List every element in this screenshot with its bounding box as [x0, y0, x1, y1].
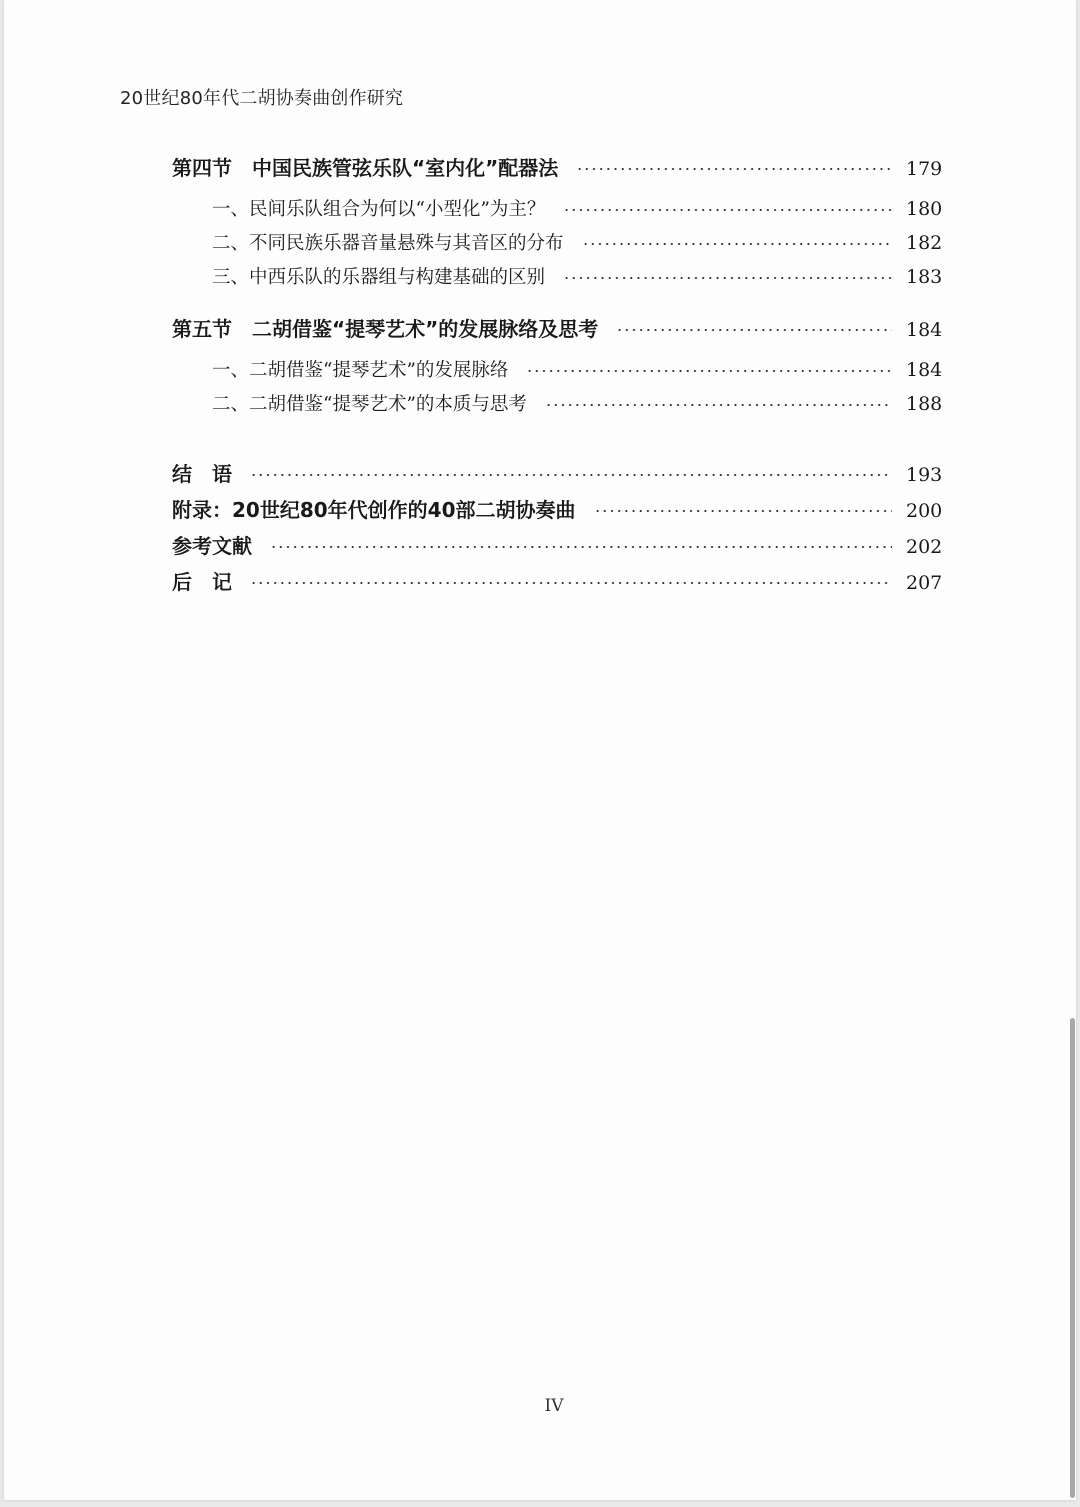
toc-entry-label: 附录：20世纪80年代创作的40部二胡协奏曲 — [172, 498, 576, 522]
toc-entry-appendix — [172, 494, 942, 523]
toc-entry-label: 三、中西乐队的乐器组与构建基础的区别 — [212, 267, 546, 288]
toc-entry-label: 结 语 — [172, 462, 232, 486]
toc-entry-section-4 — [172, 152, 942, 181]
dot-leader — [563, 277, 892, 279]
dot-leader — [576, 168, 892, 170]
toc-entry-section-5 — [172, 313, 942, 342]
dot-leader — [616, 329, 892, 331]
book-page — [4, 0, 1076, 1500]
toc-entry-label: 后 记 — [172, 570, 232, 594]
dot-leader — [594, 510, 893, 512]
toc-page-number: 188 — [906, 393, 943, 415]
toc-page-number: 193 — [906, 464, 943, 486]
toc-page-number: 207 — [906, 572, 943, 594]
dot-leader — [563, 209, 892, 211]
toc-entry-afterword — [172, 566, 942, 595]
running-head: 20世纪80年代二胡协奏曲创作研究 — [120, 88, 404, 109]
toc-page-number: 183 — [906, 266, 943, 288]
toc-entry — [212, 229, 942, 255]
toc-entry — [212, 195, 942, 221]
toc-entry — [212, 356, 942, 382]
toc-entry-label: 第五节 二胡借鉴“提琴艺术”的发展脉络及思考 — [172, 317, 599, 341]
dot-leader — [250, 474, 892, 476]
toc-page-number: 202 — [906, 536, 943, 558]
toc-entry-label: 一、民间乐队组合为何以“小型化”为主？ — [212, 199, 546, 220]
toc-page-number: 184 — [906, 359, 943, 381]
toc-entry-label: 参考文献 — [172, 534, 252, 558]
dot-leader — [270, 546, 892, 548]
dot-leader — [545, 404, 892, 406]
toc-entry-label: 二、不同民族乐器音量悬殊与其音区的分布 — [212, 233, 564, 254]
toc-entry-label: 一、二胡借鉴“提琴艺术”的发展脉络 — [212, 360, 509, 381]
vertical-scrollbar[interactable] — [1070, 1018, 1075, 1498]
toc-entry-conclusion — [172, 458, 942, 487]
dot-leader — [526, 370, 892, 372]
toc-entry — [212, 390, 942, 416]
toc-entry-label: 二、二胡借鉴“提琴艺术”的本质与思考 — [212, 394, 527, 415]
page-folio: IV — [544, 1396, 564, 1416]
toc-page-number: 182 — [906, 232, 943, 254]
toc-page-number: 184 — [906, 319, 943, 341]
toc-entry-references — [172, 530, 942, 559]
toc-page-number: 179 — [906, 158, 943, 180]
toc-page-number: 180 — [906, 198, 943, 220]
dot-leader — [582, 243, 892, 245]
dot-leader — [250, 582, 892, 584]
toc-page-number: 200 — [906, 500, 943, 522]
toc-entry-label: 第四节 中国民族管弦乐队“室内化”配器法 — [172, 156, 559, 180]
toc-entry — [212, 263, 942, 289]
